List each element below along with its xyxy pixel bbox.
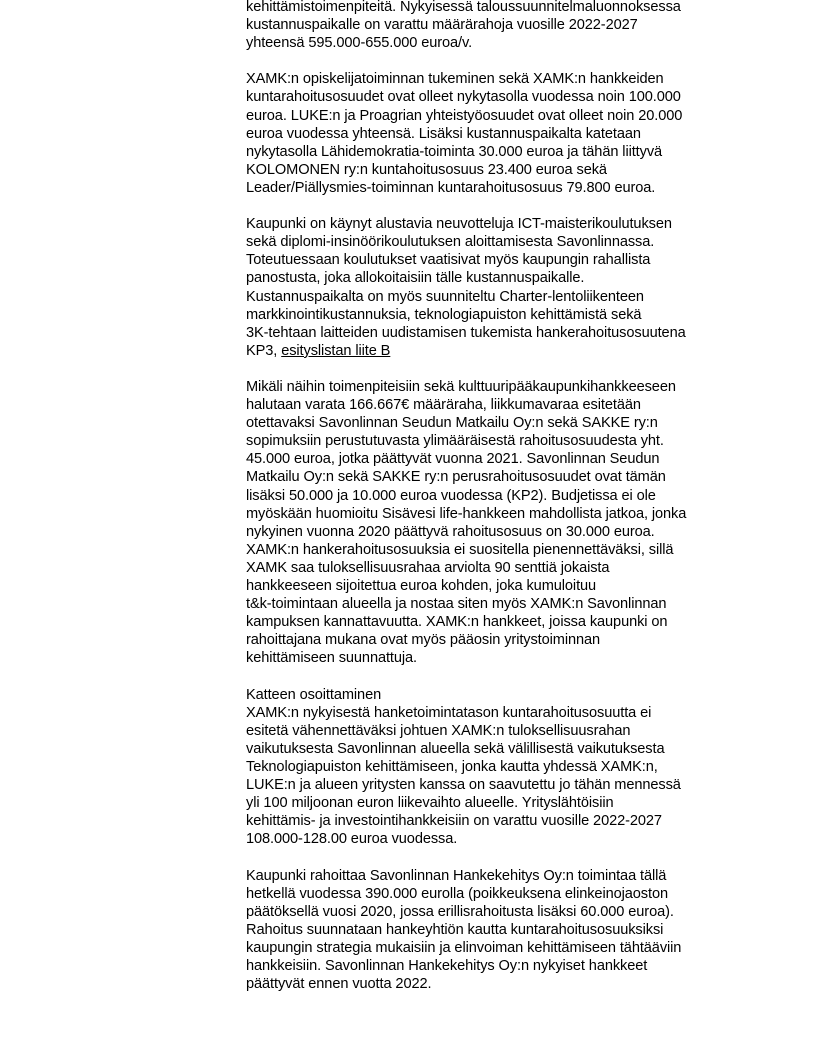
text-line: markkinointikustannuksia, teknologiapuiston kehittämistä sekä xyxy=(246,306,642,323)
text-line: kuntarahoitusosuudet ovat olleet nykytasolla vuodessa noin 100.000 xyxy=(246,89,681,106)
text-line: XAMK:n opiskelijatoiminnan tukeminen sekä XAMK:n hankkeiden xyxy=(246,71,664,88)
text-line: kehittämistoimenpiteitä. Nykyisessä taloussuunnitelmaluonnoksessa xyxy=(246,0,681,15)
text-line: Mikäli näihin toimenpiteisiin sekä kulttuuripääkaupunkihankkeeseen xyxy=(246,378,676,395)
text-line: lisäksi 50.000 ja 10.000 euroa vuodessa (KP2). Budjetissa ei ole xyxy=(246,487,656,504)
text-line: päättyvät ennen vuotta 2022. xyxy=(246,976,432,993)
text-line: XAMK:n nykyisestä hanketoimintatason kuntarahoitusosuutta ei xyxy=(246,704,652,721)
text-line: vaikutuksesta Savonlinnan alueella sekä välillisestä vaikutuksesta xyxy=(246,740,665,757)
text-line: otettavaksi Savonlinnan Seudun Matkailu Oy:n sekä SAKKE ry:n xyxy=(246,415,658,432)
text-line: panostusta, joka allokoitaisiin tälle kustannuspaikalle. xyxy=(246,270,585,287)
paragraph-hankekehitys xyxy=(246,867,746,994)
text-line: XAMK:n hankerahoitusosuuksia ei suositella pienennettäväksi, sillä xyxy=(246,541,674,558)
text-line: hetkellä vuodessa 390.000 eurolla (poikkeuksena elinkeinojaoston xyxy=(246,885,668,902)
text-line: sekä diplomi-insinöörikoulutuksen aloittamisesta Savonlinnassa. xyxy=(246,234,655,251)
text-line xyxy=(246,342,746,360)
text-line: Matkailu Oy:n sekä SAKKE ry:n perusrahoitusosuudet ovat tämän xyxy=(246,469,666,486)
text-line: Toteutuessaan koulutukset vaatisivat myös kaupungin rahallista xyxy=(246,252,651,269)
text-line: kehittämis- ja investointihankkeisiin on varattu vuosille 2022-2027 xyxy=(246,813,662,830)
text-line: Teknologiapuiston kehittämiseen, jonka kautta yhdessä XAMK:n, xyxy=(246,758,658,775)
document-body xyxy=(246,0,746,1011)
text-line: nykyinen vuonna 2020 päättyvä rahoitusosuus on 30.000 euroa. xyxy=(246,523,655,540)
paragraph-ict-education xyxy=(246,215,746,360)
text-line: 108.000-128.00 euroa vuodessa. xyxy=(246,831,458,848)
attachment-b-link[interactable]: esityslistan liite B xyxy=(281,342,391,359)
text-line: Kustannuspaikalta on myös suunniteltu Charter-lentoliikenteen xyxy=(246,288,644,305)
text-line: myöskään huomioitu Sisävesi life-hankkeen mahdollista jatkoa, jonka xyxy=(246,505,687,522)
text-line: XAMK saa tuloksellisuusrahaa arviolta 90 senttiä jokaista xyxy=(246,559,610,576)
text-line: kampuksen kannattavuutta. XAMK:n hankkeet, joissa kaupunki on xyxy=(246,614,668,631)
text-line: KOLOMONEN ry:n kuntahoitusosuus 23.400 euroa sekä xyxy=(246,161,607,178)
paragraph-budget-allocation xyxy=(246,0,746,52)
text-line: kaupungin strategia mukaisiin ja elinvoiman kehittämiseen tähtääviin xyxy=(246,939,682,956)
text-line: 3K-tehtaan laitteiden uudistamisen tukemista hankerahoitusosuutena xyxy=(246,324,686,341)
text-line: Kaupunki rahoittaa Savonlinnan Hankekehitys Oy:n toimintaa tällä xyxy=(246,867,667,884)
text-line: rahoittajana mukana ovat myös pääosin yritystoiminnan xyxy=(246,632,601,649)
text-line: Kaupunki on käynyt alustavia neuvotteluja ICT-maisterikoulutuksen xyxy=(246,216,672,233)
text-line: Leader/Piällysmies-toiminnan kuntarahoitusosuus 79.800 euroa. xyxy=(246,179,656,196)
text-line: esitetä vähennettäväksi johtuen XAMK:n tuloksellisuusrahan xyxy=(246,722,631,739)
text-line: yli 100 miljoonan euron liikevaihto alueelle. Yrityslähtöisiin xyxy=(246,795,614,812)
text-line: 45.000 euroa, jotka päättyvät vuonna 2021. Savonlinnan Seudun xyxy=(246,451,660,468)
text-line: nykytasolla Lähidemokratia-toiminta 30.000 euroa ja tähän liittyvä xyxy=(246,143,663,160)
paragraph-reallocation xyxy=(246,378,746,668)
text-line-prefix: KP3, xyxy=(246,342,282,359)
paragraph-xamk-funding xyxy=(246,70,746,197)
text-line: kehittämiseen suunnattuja. xyxy=(246,650,418,667)
text-line: Rahoitus suunnataan hankeyhtiön kautta kuntarahoitusosuuksiksi xyxy=(246,921,664,938)
text-line: euroa. LUKE:n ja Proagrian yhteistyöosuudet ovat olleet noin 20.000 xyxy=(246,107,683,124)
text-line: kustannuspaikalle on varattu määrärahoja vuosille 2022-2027 xyxy=(246,17,638,34)
text-line: hankkeisiin. Savonlinnan Hankekehitys Oy:n nykyiset hankkeet xyxy=(246,957,648,974)
section-heading: Katteen osoittaminen xyxy=(246,686,382,703)
text-line: t&k-toimintaan alueella ja nostaa siten myös XAMK:n Savonlinnan xyxy=(246,596,667,613)
text-line: yhteensä 595.000-655.000 euroa/v. xyxy=(246,35,473,52)
text-line: sopimuksiin perustutuvasta ylimääräisestä rahoitusosuudesta yht. xyxy=(246,433,664,450)
text-line: euroa vuodessa yhteensä. Lisäksi kustannuspaikalta katetaan xyxy=(246,125,641,142)
text-line: LUKE:n ja alueen yritysten kanssa on saavutettu jo tähän mennessä xyxy=(246,777,681,794)
text-line: päätöksellä vuosi 2020, jossa erillisrahoitusta lisäksi 60.000 euroa). xyxy=(246,903,674,920)
text-line: hankkeeseen sijoitettua euroa kohden, joka kumuloituu xyxy=(246,578,597,594)
paragraph-coverage xyxy=(246,686,746,849)
text-line: halutaan varata 166.667€ määräraha, liikkumavaraa esitetään xyxy=(246,397,641,414)
